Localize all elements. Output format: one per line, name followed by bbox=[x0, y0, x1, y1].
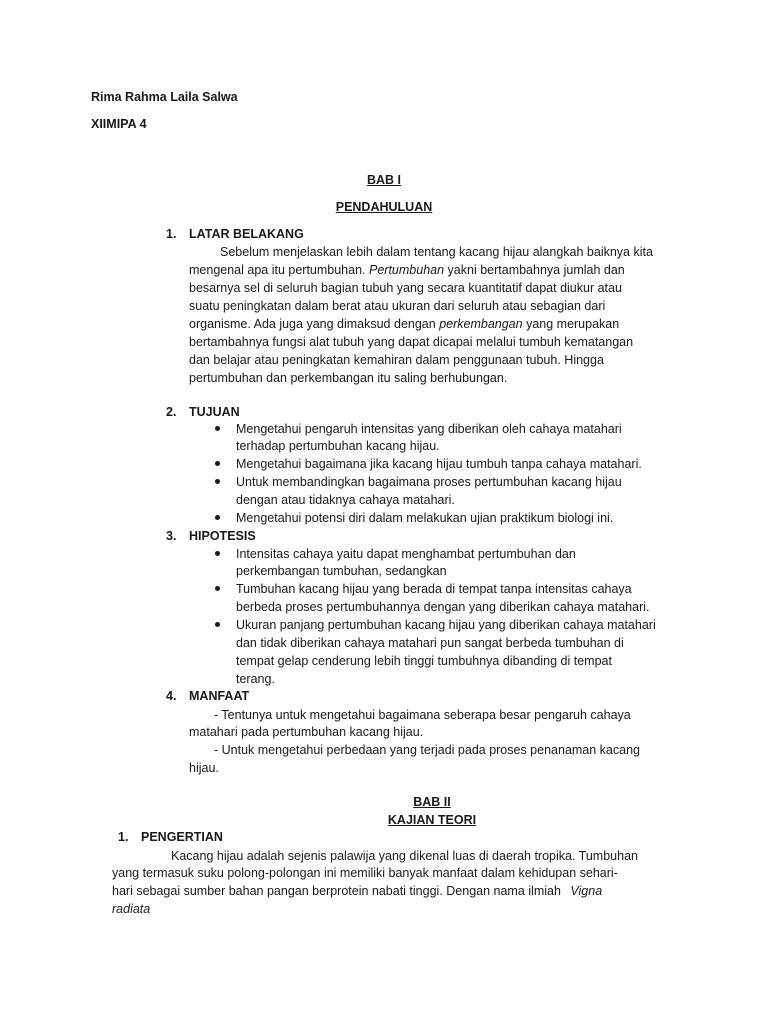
latar-line: suatu peningkatan dalam berat atau ukuran dari seluruh atau sebagian dari bbox=[189, 299, 606, 313]
tujuan-item: Untuk membandingkan bagaimana proses pertumbuhan kacang hijau bbox=[236, 475, 622, 489]
bab1-subtitle: PENDAHULUAN bbox=[335, 200, 433, 214]
pengertian-line: yang termasuk suku polong-polongan ini memiliki banyak manfaat dalam kehidupan sehari- bbox=[112, 866, 618, 880]
latar-line bbox=[189, 261, 625, 279]
vigna-term: Vigna bbox=[570, 884, 603, 898]
tujuan-number: 2. bbox=[166, 405, 177, 419]
latar-number: 1. bbox=[166, 227, 177, 241]
manfaat-line: - Untuk mengetahui perbedaan yang terjadi pada proses penanaman kacang bbox=[214, 743, 640, 757]
author-class: XIIMIPA 4 bbox=[91, 117, 147, 131]
tujuan-item: terhadap pertumbuhan kacang hijau. bbox=[236, 439, 440, 453]
latar-line: dan belajar atau peningkatan kemahiran dalam penggunaan tubuh. Hingga bbox=[189, 353, 604, 367]
bullet-icon bbox=[215, 515, 220, 520]
hipotesis-item: dan tidak diberikan cahaya matahari pun sangat berbeda tumbuhan di bbox=[236, 636, 624, 650]
hipotesis-item: Intensitas cahaya yaitu dapat menghambat pertumbuhan dan bbox=[236, 547, 576, 561]
pengertian-number: 1. bbox=[118, 830, 129, 844]
tujuan-heading: TUJUAN bbox=[189, 405, 240, 419]
hipotesis-item: berbeda proses pertumbuhannya dengan yang diberikan cahaya matahari. bbox=[236, 600, 650, 614]
hipotesis-item: Tumbuhan kacang hijau yang berada di tempat tanpa intensitas cahaya bbox=[236, 582, 632, 596]
pengertian-line bbox=[112, 882, 602, 900]
manfaat-line: matahari pada pertumbuhan kacang hijau. bbox=[189, 725, 424, 739]
author-name: Rima Rahma Laila Salwa bbox=[91, 90, 238, 104]
tujuan-item: Mengetahui bagaimana jika kacang hijau tumbuh tanpa cahaya matahari. bbox=[236, 457, 642, 471]
pengertian-text: hari sebagai sumber bahan pangan berprotein nabati tinggi. Dengan nama ilmiah bbox=[112, 884, 561, 898]
latar-line: besarnya sel di seluruh bagian tubuh yang secara kuantitatif dapat diukur atau bbox=[189, 281, 622, 295]
latar-line: pertumbuhan dan perkembangan itu saling berhubungan. bbox=[189, 371, 508, 385]
manfaat-line: hijau. bbox=[189, 761, 219, 775]
latar-line: bertambahnya fungsi alat tubuh yang dapat dicapai melalui tumbuh kematangan bbox=[189, 335, 634, 349]
bab2-subtitle: KAJIAN TEORI bbox=[387, 813, 477, 827]
hipotesis-item: tempat gelap cenderung lebih tinggi tumbuhnya dibanding di tempat bbox=[236, 654, 612, 668]
pengertian-line: Kacang hijau adalah sejenis palawija yang dikenal luas di daerah tropika. Tumbuhan bbox=[171, 849, 638, 863]
hipotesis-heading: HIPOTESIS bbox=[189, 529, 256, 543]
tujuan-item: Mengetahui potensi diri dalam melakukan ujian praktikum biologi ini. bbox=[236, 511, 614, 525]
latar-line bbox=[189, 315, 619, 333]
latar-text: yakni bertambahnya jumlah dan bbox=[447, 263, 625, 277]
tujuan-item: dengan atau tidaknya cahaya matahari. bbox=[236, 493, 455, 507]
manfaat-line: - Tentunya untuk mengetahui bagaimana seberapa besar pengaruh cahaya bbox=[214, 708, 631, 722]
pertumbuhan-term: Pertumbuhan bbox=[369, 263, 445, 277]
bullet-icon bbox=[215, 586, 220, 591]
hipotesis-item: perkembangan tumbuhan, sedangkan bbox=[236, 564, 447, 578]
bullet-icon bbox=[215, 426, 220, 431]
manfaat-number: 4. bbox=[166, 689, 177, 703]
latar-text: mengenal apa itu pertumbuhan. bbox=[189, 263, 366, 277]
latar-text: yang merupakan bbox=[526, 317, 620, 331]
hipotesis-number: 3. bbox=[166, 529, 177, 543]
pengertian-heading: PENGERTIAN bbox=[141, 830, 223, 844]
bullet-icon bbox=[215, 479, 220, 484]
tujuan-item: Mengetahui pengaruh intensitas yang diberikan oleh cahaya matahari bbox=[236, 422, 622, 436]
bullet-icon bbox=[215, 622, 220, 627]
manfaat-heading: MANFAAT bbox=[189, 689, 250, 703]
perkembangan-term: perkembangan bbox=[439, 317, 523, 331]
hipotesis-item: Ukuran panjang pertumbuhan kacang hijau yang diberikan cahaya matahari bbox=[236, 618, 656, 632]
bullet-icon bbox=[215, 461, 220, 466]
bab1-title: BAB I bbox=[366, 173, 402, 187]
hipotesis-item: terang. bbox=[236, 672, 275, 686]
latar-heading: LATAR BELAKANG bbox=[189, 227, 304, 241]
latar-line: Sebelum menjelaskan lebih dalam tentang kacang hijau alangkah baiknya kita bbox=[220, 245, 653, 259]
latar-text: organisme. Ada juga yang dimaksud dengan bbox=[189, 317, 436, 331]
bullet-icon bbox=[215, 551, 220, 556]
radiata-term: radiata bbox=[112, 902, 151, 916]
bab2-title: BAB II bbox=[413, 795, 451, 809]
